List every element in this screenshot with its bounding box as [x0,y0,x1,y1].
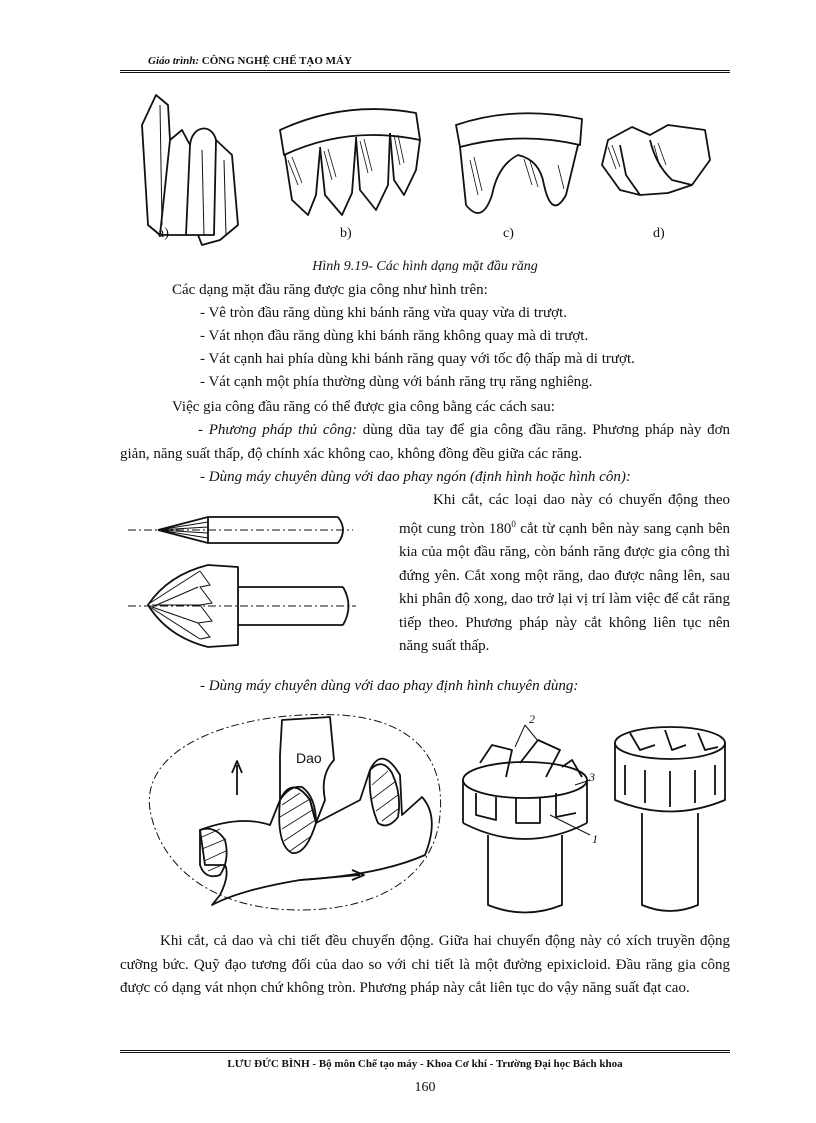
tool-label: Dao [296,750,322,766]
header-title: CÔNG NGHỆ CHẾ TẠO MÁY [201,55,352,67]
figure-caption: Hình 9.19- Các hình dạng mặt đầu răng [312,259,538,274]
section2-intro: Việc gia công đầu răng có thể được gia công bằng các cách sau: [172,399,555,415]
endmill-text-a: Khi cắt, các loại dao này có chuyển động theo một cung tròn 180 [399,492,730,537]
tooth-shape-d-illustration [602,125,710,195]
list-item-rounded: - Vê tròn đầu răng dùng khi bánh răng vừa quay vừa di trượt. [200,305,567,321]
manual-method-paragraph [120,419,730,466]
manual-method-text: dùng dũa tay để gia công đầu răng. Phương pháp này đơn giản, năng suất thấp, độ chính xác không cao, không đồng đều giữa các răng. [120,422,730,462]
endmill-text-b: cắt từ cạnh bên này sang cạnh bên kia của một đầu răng, còn bánh răng được gia công thì đứng yên. Cắt xong một răng, dao được nâng lên, sau khi phân độ xong, dao trở lại vị trí làm việc để cắt răng tiếp theo. Phương pháp này cắt không liên tục nên năng suất thấp. [399,520,730,654]
manual-method-label: - Phương pháp thủ công: [198,422,358,438]
callout-3: 3 [589,770,595,784]
list-item-double-chamfer: - Vát cạnh hai phía dùng khi bánh răng quay với tốc độ thấp mà di trượt. [200,351,635,367]
form-cutter-method-label: - Dùng máy chuyên dùng với dao phay định hình chuyên dùng: [200,678,579,694]
tooth-shape-b-illustration [280,109,420,215]
degree-superscript: 0 [511,518,516,529]
epicycloid-cutting-illustration [149,715,440,910]
header-rule [120,70,730,73]
figure-label-c: c) [503,226,514,241]
section3-paragraph: Khi cắt, cả dao và chi tiết đều chuyển động. Giữa hai chuyển động này có xích truyền động cưỡng bức. Quỹ đạo tương đối của dao so với chi tiết là một đường epixicloid. Đầu răng gia công được có dạng vát nhọn chứ không tròn. Phương pháp này cắt liên tục do vậy năng suất đạt cao. [120,933,730,996]
running-header [148,55,352,67]
figure-endmill-cutters [128,495,368,655]
footer-author: LƯU ĐỨC BÌNH - Bộ môn Chế tạo máy - Khoa Cơ khí - Trường Đại học Bách khoa [227,1058,623,1070]
callout-1: 1 [592,832,598,846]
form-endmill-illustration [128,565,356,647]
footer-rule [120,1050,730,1053]
special-form-cutter-illustration [463,725,590,913]
figure-label-b: b) [340,226,352,241]
tooth-shape-a-illustration [142,95,238,245]
conical-endmill-illustration [128,517,353,543]
figure-form-cutter [120,705,730,920]
figure-label-d: d) [653,226,665,241]
endmill-method-label: - Dùng máy chuyên dùng với dao phay ngón (định hình hoặc hình côn): [200,469,631,485]
cutter-head-illustration [615,727,725,911]
list-item-single-chamfer: - Vát cạnh một phía thường dùng với bánh răng trụ răng nghiêng. [200,374,593,390]
figure-tooth-end-shapes [120,85,730,245]
tooth-shape-c-illustration [456,113,582,213]
endmill-method-paragraph [399,489,730,659]
page-number: 160 [414,1080,436,1095]
callout-2: 2 [529,712,535,726]
header-prefix: Giáo trình: [148,55,200,67]
section1-intro: Các dạng mặt đầu răng được gia công như hình trên: [172,282,488,298]
list-item-pointed: - Vát nhọn đầu răng dùng khi bánh răng không quay mà di trượt. [200,328,589,344]
figure-label-a: a) [158,226,169,241]
